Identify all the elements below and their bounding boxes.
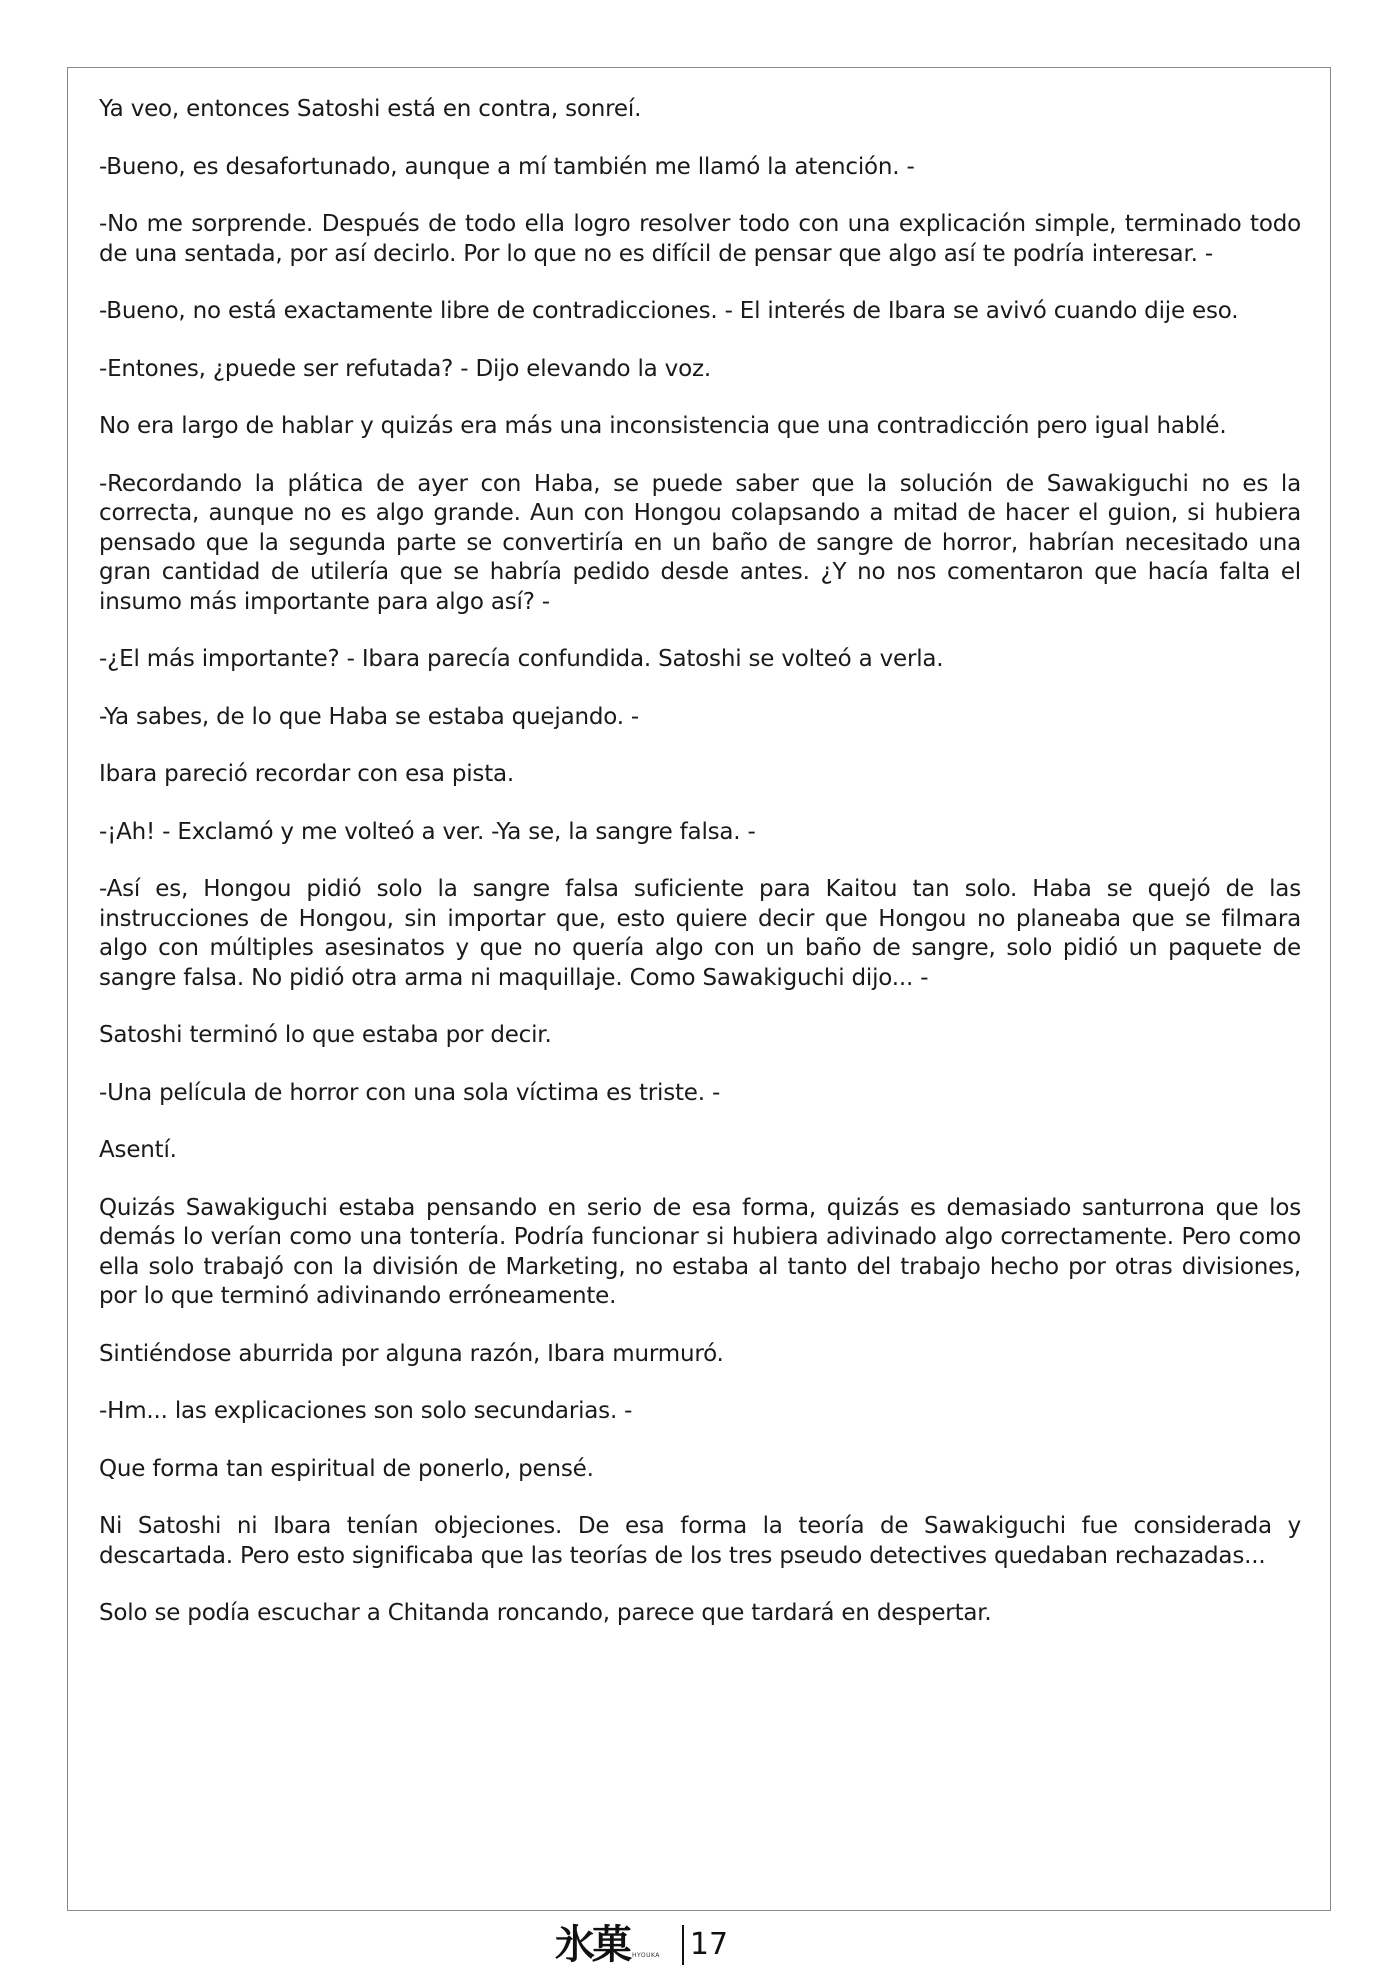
paragraph: -Entones, ¿puede ser refutada? - Dijo elevando la voz.	[99, 355, 711, 382]
paragraph: Solo se podía escuchar a Chitanda roncando, parece que tardará en despertar.	[99, 1600, 992, 1626]
logo-subtitle: HYOUKA	[632, 1952, 660, 1959]
paragraph: -Así es, Hongou pidió solo la sangre falsa suficiente para Kaitou tan solo. Haba se quejó de las instrucciones de Hongou, sin importar que, esto quiere decir que Hongou no planeaba que se filmara algo con múltiples asesinatos y que no quería algo con un baño de sangre, solo pidió un paquete de sangre falsa. No pidió otra arma ni maquillaje. Como Sawakiguchi dijo... -	[99, 876, 1301, 991]
paragraph: -¡Ah! - Exclamó y me volteó a ver. -Ya se, la sangre falsa. -	[99, 818, 756, 845]
hyouka-logo	[555, 1923, 660, 1967]
paragraph: -Una película de horror con una sola víctima es triste. -	[99, 1079, 721, 1106]
paragraph: Satoshi terminó lo que estaba por decir.	[99, 1022, 552, 1048]
paragraph: -Bueno, es desafortunado, aunque a mí también me llamó la atención. -	[99, 153, 915, 180]
page-number-divider	[682, 1925, 684, 1965]
logo-kanji: 氷菓	[555, 1921, 629, 1968]
paragraph: Ni Satoshi ni Ibara tenían objeciones. De esa forma la teoría de Sawakiguchi fue considerada y descartada. Pero esto significaba que las teorías de los tres pseudo detectives quedaban rechazadas...	[99, 1513, 1301, 1569]
paragraph: -¿El más importante? - Ibara parecía confundida. Satoshi se volteó a verla.	[99, 646, 944, 672]
page-footer	[555, 1920, 728, 1970]
paragraph: -Hm... las explicaciones son solo secundarias. -	[99, 1398, 633, 1424]
paragraph: -Bueno, no está exactamente libre de contradicciones. - El interés de Ibara se avivó cuando dije eso.	[99, 298, 1239, 324]
paragraph: Ya veo, entonces Satoshi está en contra, sonreí.	[99, 96, 642, 122]
paragraph: -No me sorprende. Después de todo ella logro resolver todo con una explicación simple, terminado todo de una sentada, por así decirlo. Por lo que no es difícil de pensar que algo así te podría interesar. -	[99, 211, 1301, 267]
document-body	[99, 95, 1301, 1657]
paragraph: Que forma tan espiritual de ponerlo, pensé.	[99, 1455, 594, 1482]
paragraph: Asentí.	[99, 1137, 177, 1163]
paragraph: No era largo de hablar y quizás era más una inconsistencia que una contradicción pero igual hablé.	[99, 413, 1227, 439]
paragraph: Ibara pareció recordar con esa pista.	[99, 761, 515, 787]
paragraph: -Recordando la plática de ayer con Haba, se puede saber que la solución de Sawakiguchi no es la correcta, aunque no es algo grande. Aun con Hongou colapsando a mitad de hacer el guion, si hubiera pensado que la segunda parte se convertiría en un baño de sangre de horror, habrían necesitado una gran cantidad de utilería que se habría pedido desde antes. ¿Y no nos comentaron que hacía falta el insumo más importante para algo así? -	[99, 470, 1301, 615]
paragraph: -Ya sabes, de lo que Haba se estaba quejando. -	[99, 703, 640, 730]
page-number: 17	[689, 1927, 729, 1962]
paragraph: Sintiéndose aburrida por alguna razón, Ibara murmuró.	[99, 1340, 724, 1367]
paragraph: Quizás Sawakiguchi estaba pensando en serio de esa forma, quizás es demasiado santurrona que los demás lo verían como una tontería. Podría funcionar si hubiera adivinado algo correctamente. Pero como ella solo trabajó con la división de Marketing, no estaba al tanto del trabajo hecho por otras divisiones, por lo que terminó adivinando erróneamente.	[99, 1194, 1301, 1309]
